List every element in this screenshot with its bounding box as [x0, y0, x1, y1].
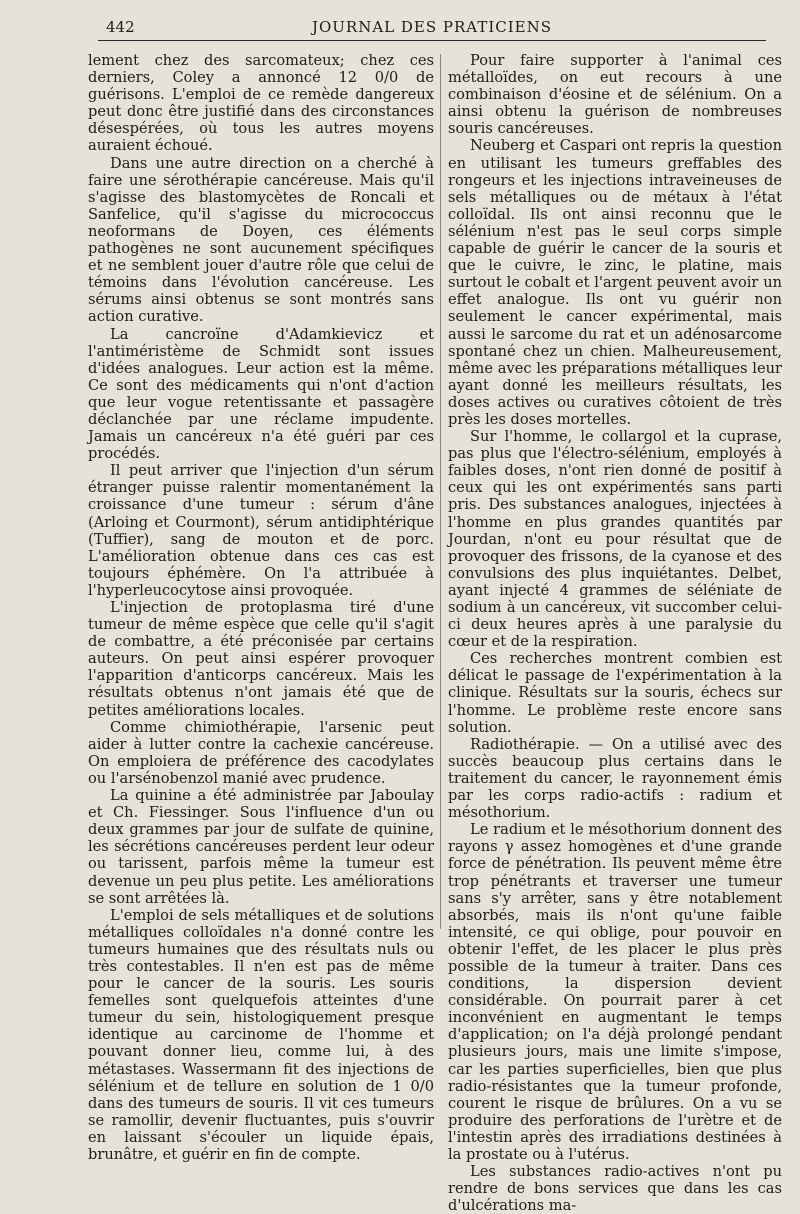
paragraph: Radiothérapie. — On a utilisé avec des succès beaucoup plus certains dans le traitement du cancer, le rayonnement émis par les corps radio-actifs : radium et mésothorium.: [448, 735, 782, 822]
paragraph: Dans une autre direction on a cherché à faire une sérothérapie cancéreuse. Mais qu'il s'agisse des blastomycètes de Roncali et Sanfelice, qu'il s'agisse du micrococcus neoformans de Doyen, ces éléments pathogènes ne sont aucunement spécifiques et ne semblent jouer d'autre rôle que celui de témoins dans l'évolution cancéreuse. Les sérums ainsi obtenus se sont montrés sans action curative.: [88, 154, 434, 326]
paragraph: Les substances radio-actives n'ont pu rendre de bons services que dans les cas d'ulcérations ma-: [448, 1163, 782, 1214]
paragraph: lement chez des sarcomateux; chez ces derniers, Coley a annoncé 12 0/0 de guérisons. L'emploi de ce remède dangereux peut donc être justifié dans des circonstances désespérées, où tous les autres moyens auraient échoué.: [88, 52, 434, 155]
paragraph: La quinine a été administrée par Jaboulay et Ch. Fiessinger. Sous l'influence d'un ou deux grammes par jour de sulfate de quinine, les sécrétions cancéreuses perdent leur odeur ou tarissent, parfois même la tumeur est devenue un peu plus petite. Les améliorations se sont arrêtées là.: [88, 787, 434, 907]
page-number: 442: [106, 18, 135, 36]
paragraph: Sur l'homme, le collargol et la cuprase, pas plus que l'électro-sélénium, employés à faibles doses, n'ont rien donné de positif à ceux qui les ont expérimentés sans parti pris. Des substances analogues, injectées à l'homme en plus grandes quantités par Jourdan, n'ont eu pour résultat que de provoquer des frissons, de la cyanose et des convulsions des plus inquiétantes. Delbet, ayant injecté 4 grammes de séléniate de sodium à un cancéreux, vit succomber celui-ci deux heures après à une paralysie du cœur et de la respiration.: [448, 428, 782, 651]
paragraph: La cancroïne d'Adamkievicz et l'antiméristème de Schmidt sont issues d'idées analogues. Leur action est la même. Ce sont des médicaments qui n'ont d'action que leur vogue retentissante et passagère déclanchée par une réclame impudente. Jamais un cancéreux n'a été guéri par ces procédés.: [88, 325, 434, 463]
column-divider: [440, 54, 441, 929]
paragraph: Comme chimiothérapie, l'arsenic peut aider à lutter contre la cachexie cancéreuse. On emploiera de préférence des cacodylates ou l'arsénobenzol manié avec prudence.: [88, 718, 434, 787]
page-header: [98, 14, 766, 41]
paragraph: L'emploi de sels métalliques et de solutions métalliques colloïdales n'a donné contre les tumeurs humaines que des résultats nuls ou très contestables. Il n'en est pas de même pour le cancer de la souris. Les souris femelles sont quelquefois atteintes d'une tumeur du sein, histologiquement presque identique au carcinome de l'homme et pouvant donner lieu, comme lui, à des métastases. Wassermann fit des injections de sélénium et de tellure en solution de 1 0/0 dans des tumeurs de souris. Il vit ces tumeurs se ramollir, devenir fluctuantes, puis s'ouvrir en laissant s'écouler un liquide épais, brunâtre, et guérir en fin de compte.: [88, 906, 434, 1163]
paragraph: Il peut arriver que l'injection d'un sérum étranger puisse ralentir momentanément la croissance d'une tumeur : sérum d'âne (Arloing et Courmont), sérum antidiphtérique (Tuffier), sang de mouton et de porc. L'amélioration obtenue dans ces cas est toujours éphémère. On l'a attribuée à l'hyperleucocytose ainsi provoquée.: [88, 462, 434, 599]
right-column: [448, 52, 782, 1214]
left-column: [88, 52, 434, 1163]
paragraph: Ces recherches montrent combien est délicat le passage de l'expérimentation à la clinique. Résultats sur la souris, échecs sur l'homme. Le problème reste encore sans solution.: [448, 650, 782, 736]
paragraph: Neuberg et Caspari ont repris la question en utilisant les tumeurs greffables des rongeurs et les injections intraveineuses de sels métalliques ou de métaux à l'état colloïdal. Ils ont ainsi reconnu que le sélénium n'est pas le seul corps simple capable de guérir le cancer de la souris et que le cuivre, le zinc, le platine, mais surtout le cobalt et l'argent peuvent avoir un effet analogue. Ils ont vu guérir non seulement le cancer expérimental, mais aussi le sarcome du rat et un adénosarcome spontané chez un chien. Malheureusement, même avec les préparations métalliques leur ayant donné les meilleurs résultats, les doses actives ou curatives côtoient de très près les doses mortelles.: [448, 137, 782, 428]
paragraph: Le radium et le mésothorium donnent des rayons γ assez homogènes et d'une grande force de pénétration. Ils peuvent même être trop pénétrants et traverser une tumeur sans s'y arrêter, sans y être notablement absorbés, mais ils n'ont qu'une faible intensité, ce qui oblige, pour pouvoir en obtenir l'effet, de les placer le plus près possible de la tumeur à traiter. Dans ces conditions, la dispersion devient considérable. On pourrait parer à cet inconvénient en augmentant le temps d'application; on l'a déjà prolongé pendant plusieurs jours, mais une limite s'impose, car les parties superficielles, bien que plus radio-résistantes que la tumeur profonde, courent le risque de brûlures. On a vu se produire des perforations de l'urètre et de l'intestin après des irradiations destinées à la prostate ou à l'utérus.: [448, 821, 782, 1163]
journal-title: JOURNAL DES PRATICIENS: [311, 18, 553, 36]
paragraph: L'injection de protoplasma tiré d'une tumeur de même espèce que celle qu'il s'agit de combattre, a été préconisée par certains auteurs. On peut ainsi espérer provoquer l'apparition d'anticorps cancéreux. Mais les résultats obtenus n'ont jamais été que de petites améliorations locales.: [88, 599, 434, 719]
paragraph: Pour faire supporter à l'animal ces métalloïdes, on eut recours à une combinaison d'éosine et de sélénium. On a ainsi obtenu la guérison de nombreuses souris cancéreuses.: [448, 52, 782, 138]
